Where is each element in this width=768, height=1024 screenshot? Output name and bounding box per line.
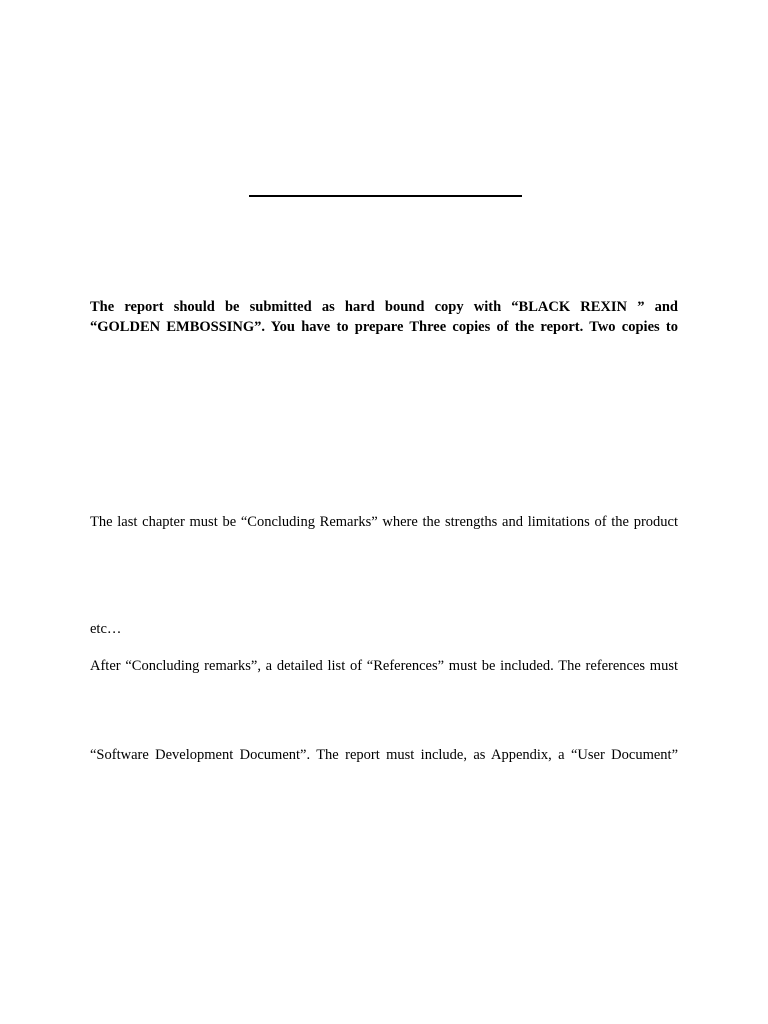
appendix-line: “Software Development Document”. The report must include, as Appendix, a “User Document” [90, 747, 678, 763]
submission-paragraph-line-1: The report should be submitted as hard bound copy with “BLACK REXIN ” and [90, 299, 678, 315]
etc-line: etc… [90, 621, 122, 637]
references-line: After “Concluding remarks”, a detailed list of “References” must be included. The references must [90, 658, 678, 674]
title-underline-rule [249, 195, 522, 197]
concluding-remarks-line: The last chapter must be “Concluding Remarks” where the strengths and limitations of the product [90, 514, 678, 530]
submission-paragraph-line-2: “GOLDEN EMBOSSING”. You have to prepare Three copies of the report. Two copies to [90, 319, 678, 335]
